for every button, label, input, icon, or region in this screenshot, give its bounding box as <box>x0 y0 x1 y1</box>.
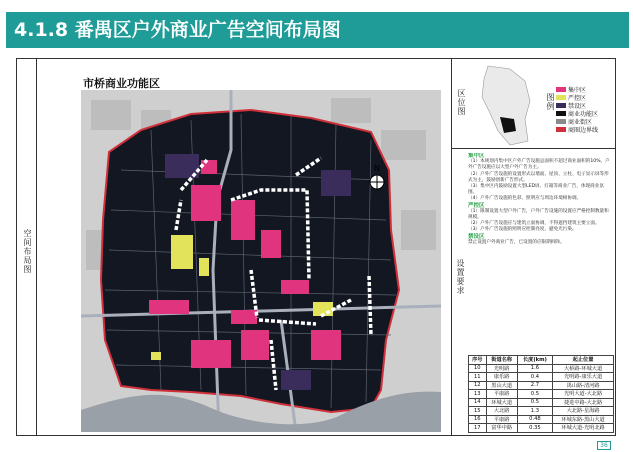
table-cell: 光明路-康乐大道 <box>553 373 614 382</box>
requirements-paragraph: （3）户外广告设施的照明应控制亮度，避免光污染。 <box>468 227 577 233</box>
legend-item <box>556 125 598 134</box>
table-cell: 富华中路 <box>486 424 517 433</box>
table-header-cell: 序号 <box>469 356 487 365</box>
legend-swatch <box>556 95 566 100</box>
legend-label: 图例 <box>546 93 555 111</box>
table-cell: 光明大道-大北路 <box>553 390 614 399</box>
legend-swatch <box>556 103 566 108</box>
table-cell: 14 <box>469 398 487 407</box>
table-cell: 17 <box>469 424 487 433</box>
requirements-paragraph: （2）户外广告设施的设置形式以墙面、屋顶、立柱、电子显示屏等形式为主，鼓励创新广告形式。 <box>468 171 609 183</box>
table-header-cell: 街道名称 <box>486 356 517 365</box>
left-label-strip <box>17 59 37 435</box>
table-cell: 11 <box>469 373 487 382</box>
requirements-paragraph: （3）集中区内鼓励设置大型LED屏、灯箱等商业广告，体现商业氛围。 <box>468 184 604 196</box>
map-title: 市桥商业功能区 <box>83 77 160 90</box>
table-header-row <box>469 356 614 365</box>
legend-text: 集中区 <box>568 87 587 94</box>
table-cell: 12 <box>469 381 487 390</box>
table-row <box>469 407 614 416</box>
table-cell: 环城大道 <box>486 398 517 407</box>
table-cell: 13 <box>469 390 487 399</box>
table-cell: 黑山大道 <box>486 381 517 390</box>
table-cell: 平康路 <box>486 415 517 424</box>
table-cell: 0.5 <box>517 390 552 399</box>
legend-swatch <box>556 119 566 124</box>
location-box <box>452 59 616 149</box>
table-cell: 大北路 <box>486 407 517 416</box>
table-row <box>469 415 614 424</box>
right-panel <box>451 59 615 435</box>
location-label: 区位图 <box>457 89 466 116</box>
table-cell: 光明路 <box>486 364 517 373</box>
table-row <box>469 381 614 390</box>
table-cell: 大桥路-环城大道 <box>553 364 614 373</box>
table-cell: 禺山路-清河路 <box>553 381 614 390</box>
page-title: 4.1.8 番禺区户外商业广告空间布局图 <box>14 19 341 41</box>
requirements-paragraph: （4）户外广告设施的色彩、照明应与周边环境相协调。 <box>468 196 582 202</box>
north-label: N <box>374 164 380 173</box>
table-cell: 0.35 <box>517 424 552 433</box>
legend-swatch <box>556 87 566 92</box>
table-cell: 环城东路-黑山大道 <box>553 415 614 424</box>
table-row <box>469 373 614 382</box>
table-cell: 2.7 <box>517 381 552 390</box>
table-cell: 平康路 <box>486 390 517 399</box>
table-header-cell: 起止位置 <box>553 356 614 365</box>
requirements-label: 设置要求 <box>456 259 465 295</box>
table-cell: 康乐路 <box>486 373 517 382</box>
legend-text: 商圈边界线 <box>568 127 599 134</box>
commercial-area <box>101 110 399 412</box>
map-sheet <box>16 58 616 436</box>
table-cell: 10 <box>469 364 487 373</box>
table-row <box>469 364 614 373</box>
requirements-paragraph: （1）限制设置大型户外广告，户外广告设施的设置应严格控制数量和规模。 <box>468 208 609 221</box>
requirements-heading: 严控区 <box>468 202 485 209</box>
table-header-cell: 长度(km) <box>517 356 552 365</box>
legend-text: 商业街区 <box>568 119 593 126</box>
requirements-paragraph: 禁止设置户外商业广告，已设置的应限期拆除。 <box>468 239 565 245</box>
page-header <box>6 12 629 48</box>
legend-text: 严控区 <box>568 95 587 102</box>
location-map <box>470 61 540 147</box>
legend-swatch <box>556 111 566 116</box>
requirements-heading: 禁设区 <box>468 233 485 240</box>
table-cell: 环城大道-光明北路 <box>553 424 614 433</box>
table-cell: 1.3 <box>517 407 552 416</box>
legend-text: 禁设区 <box>568 103 587 110</box>
table-row <box>469 398 614 407</box>
page-number: 36 <box>597 441 611 450</box>
legend-text: 商业功能区 <box>568 111 599 118</box>
requirements-paragraph: （1）本规划内集中区户外广告设施总面积不超过商业面积的10%，户外广告设施应以大型户外广告为主。 <box>468 159 610 171</box>
requirements-text <box>468 153 612 353</box>
legend-swatch <box>556 127 566 132</box>
table-row <box>469 390 614 399</box>
table-cell: 16 <box>469 415 487 424</box>
requirements-paragraph: （2）户外广告设施应与建筑立面协调，不得遮挡建筑主要立面。 <box>468 221 600 227</box>
table-cell: 1.6 <box>517 364 552 373</box>
table-cell: 捷进中路-大北路 <box>553 398 614 407</box>
table-cell: 0.5 <box>517 398 552 407</box>
street-table <box>468 355 614 433</box>
table-cell: 15 <box>469 407 487 416</box>
left-panel-label: 空间布局图 <box>23 229 32 274</box>
requirements-heading: 集中区 <box>468 153 485 159</box>
map-svg <box>81 90 441 432</box>
table-cell: 0.4 <box>517 373 552 382</box>
table-row <box>469 424 614 433</box>
table-cell: 0.48 <box>517 415 552 424</box>
map-canvas[interactable] <box>81 90 441 432</box>
table-cell: 大北路-星海路 <box>553 407 614 416</box>
